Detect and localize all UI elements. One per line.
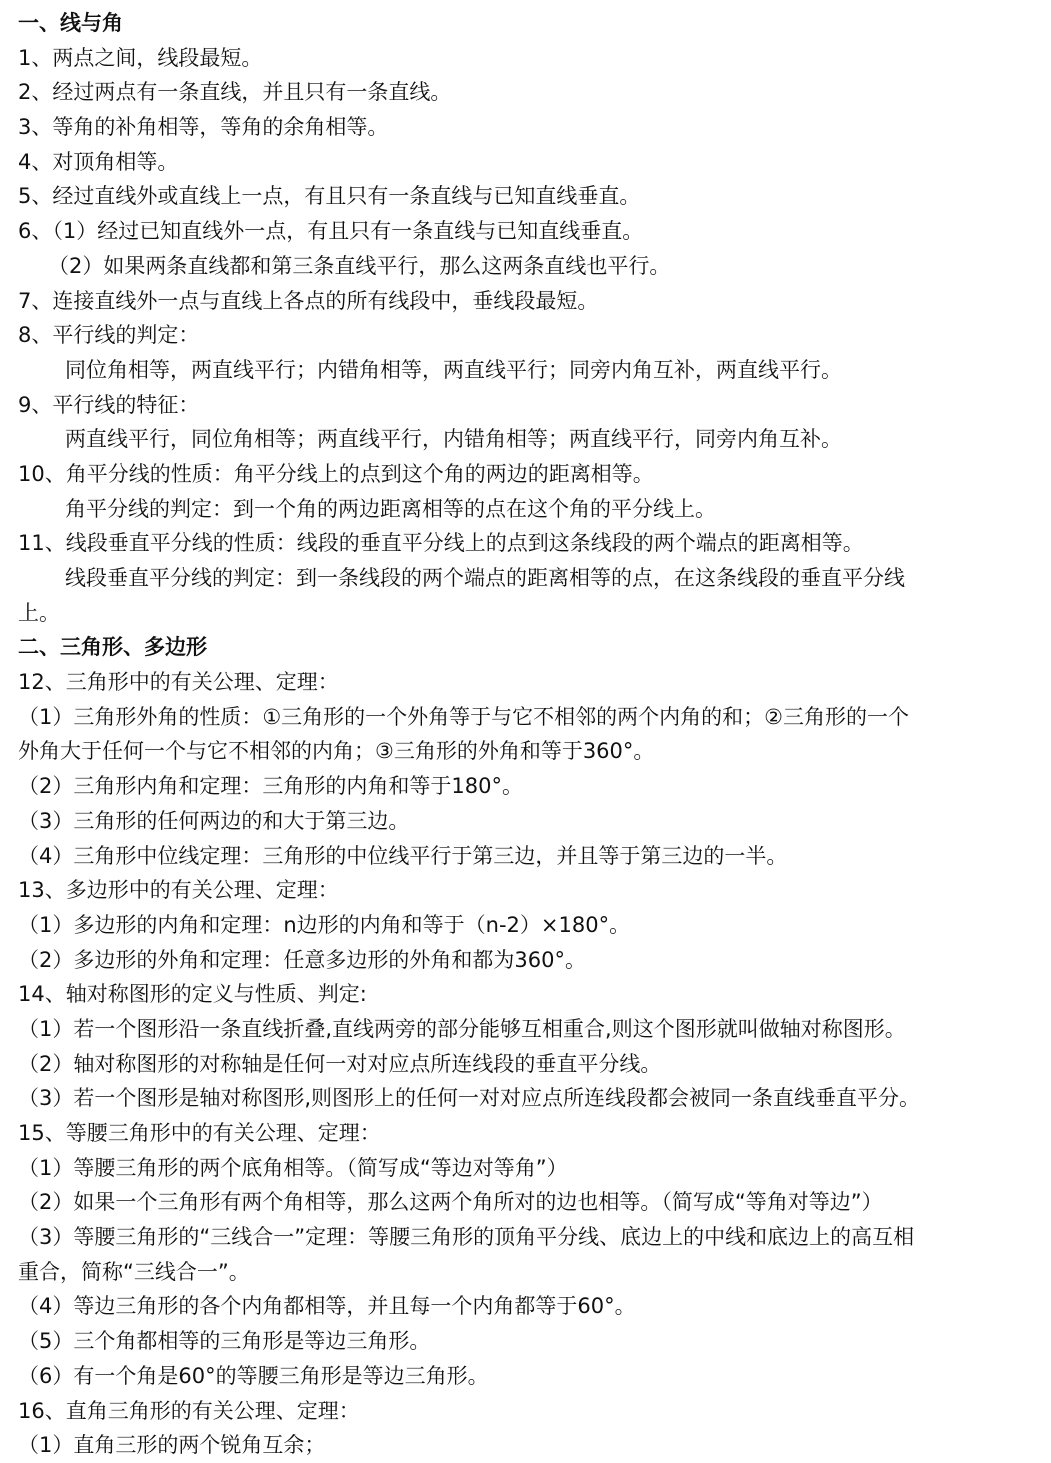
text-line: 2、经过两点有一条直线，并且只有一条直线。 [18,80,452,105]
text-line: （1）三角形外角的性质：①三角形的一个外角等于与它不相邻的两个内角的和；②三角形的一个 [18,704,910,729]
text-line: 10、角平分线的性质：角平分线上的点到这个角的两边的距离相等。 [18,461,654,486]
text-line: 4、对顶角相等。 [18,149,179,174]
document-page [18,6,1018,1463]
text-line: 6、（1）经过已知直线外一点，有且只有一条直线与已知直线垂直。 [18,219,644,244]
text-line: （2）轴对称图形的对称轴是任何一对对应点所连线段的垂直平分线。 [18,1051,662,1076]
text-line: （1）等腰三角形的两个底角相等。（简写成“等边对等角”） [18,1155,568,1180]
text-line: （1）多边形的内角和定理：n边形的内角和等于（n-2）×180°。 [18,912,631,937]
text-line: 3、等角的补角相等，等角的余角相等。 [18,115,389,140]
text-line: 13、多边形中的有关公理、定理： [18,878,339,903]
text-line: （2）如果一个三角形有两个角相等，那么这两个角所对的边也相等。（简写成“等角对等边”） [18,1190,883,1215]
text-line: （4）等边三角形的各个内角都相等，并且每一个内角都等于60°。 [18,1294,636,1319]
text-line: （6）有一个角是60°的等腰三角形是等边三角形。 [18,1363,489,1388]
text-line: 8、平行线的判定： [18,323,200,348]
text-line: 角平分线的判定：到一个角的两边距离相等的点在这个角的平分线上。 [65,496,716,521]
text-line: 5、经过直线外或直线上一点，有且只有一条直线与已知直线垂直。 [18,184,641,209]
text-line: 7、连接直线外一点与直线上各点的所有线段中，垂线段最短。 [18,288,599,313]
text-line: 11、线段垂直平分线的性质：线段的垂直平分线上的点到这条线段的两个端点的距离相等。 [18,531,864,556]
text-line: （3）等腰三角形的“三线合一”定理：等腰三角形的顶角平分线、底边上的中线和底边上的高互相 [18,1225,915,1250]
section-heading: 一、线与角 [18,11,123,35]
section-heading: 二、三角形、多边形 [18,635,207,660]
text-line: 重合，简称“三线合一”。 [18,1259,250,1284]
text-line: 15、等腰三角形中的有关公理、定理： [18,1121,381,1145]
text-line: （2）三角形内角和定理：三角形的内角和等于180°。 [18,774,523,799]
text-line: 线段垂直平分线的判定：到一条线段的两个端点的距离相等的点，在这条线段的垂直平分线 [65,566,905,590]
text-line: 12、三角形中的有关公理、定理： [18,670,339,695]
text-line: （3）三角形的任何两边的和大于第三边。 [18,808,410,833]
text-line: 同位角相等，两直线平行；内错角相等，两直线平行；同旁内角互补，两直线平行。 [65,357,842,382]
text-line: 1、两点之间，线段最短。 [18,45,263,70]
text-line: （1）若一个图形沿一条直线折叠,直线两旁的部分能够互相重合,则这个图形就叫做轴对称图形。 [18,1016,906,1041]
text-line: 两直线平行，同位角相等；两直线平行，内错角相等；两直线平行，同旁内角互补。 [65,427,842,452]
text-line: （4）三角形中位线定理：三角形的中位线平行于第三边，并且等于第三边的一半。 [18,843,788,868]
text-line: 上。 [18,600,60,625]
text-line: （1）直角三形的两个锐角互余； [18,1433,326,1458]
text-line: （2）多边形的外角和定理：任意多边形的外角和都为360°。 [18,947,586,972]
text-line: 16、直角三角形的有关公理、定理： [18,1398,360,1423]
text-line: （2）如果两条直线都和第三条直线平行，那么这两条直线也平行。 [48,253,671,278]
text-line: 外角大于任何一个与它不相邻的内角；③三角形的外角和等于360°。 [18,739,655,764]
text-line: （5）三个角都相等的三角形是等边三角形。 [18,1329,431,1354]
text-line: 14、轴对称图形的定义与性质、判定: [18,982,367,1007]
text-line: （3）若一个图形是轴对称图形,则图形上的任何一对对应点所连线段都会被同一条直线垂直平分。 [18,1086,921,1111]
text-line: 9、平行线的特征： [18,392,200,417]
